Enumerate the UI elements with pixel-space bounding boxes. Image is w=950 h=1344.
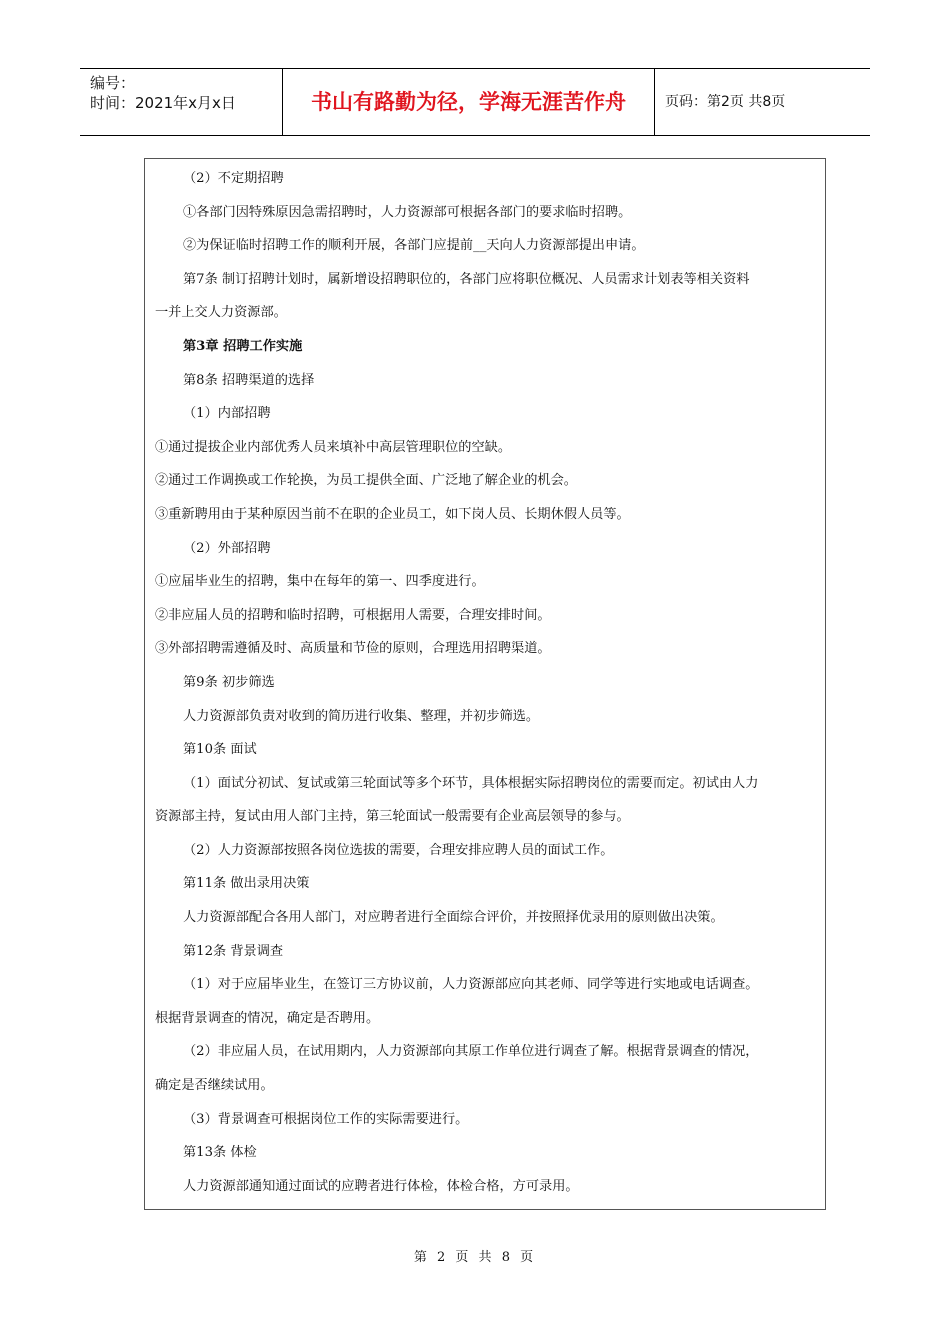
article-text: 人力资源部负责对收到的简历进行收集、整理，并初步筛选。 xyxy=(183,708,540,724)
article-text: （2）人力资源部按照各岗位选拔的需要，合理安排应聘人员的面试工作。 xyxy=(183,842,614,858)
article-text-continued: 确定是否继续试用。 xyxy=(155,1078,274,1094)
list-item: ③重新聘用由于某种原因当前不在职的企业员工，如下岗人员、长期休假人员等。 xyxy=(155,506,630,522)
article-text: （2）非应届人员，在试用期内，人力资源部向其原工作单位进行调查了解。根据背景调查的情况， xyxy=(183,1044,759,1060)
document-body xyxy=(144,158,826,1210)
article-heading: 第11条 做出录用决策 xyxy=(183,876,310,892)
chapter-heading: 第3章 招聘工作实施 xyxy=(183,338,303,354)
article-text: 第7条 制订招聘计划时，属新增设招聘职位的，各部门应将职位概况、人员需求计划表等相关资料 xyxy=(183,271,750,287)
list-item: ③外部招聘需遵循及时、高质量和节俭的原则，合理选用招聘渠道。 xyxy=(155,641,551,657)
article-text-continued: 根据背景调查的情况，确定是否聘用。 xyxy=(155,1010,380,1026)
article-text: 人力资源部通知通过面试的应聘者进行体检，体检合格，方可录用。 xyxy=(183,1178,579,1194)
list-item: ②通过工作调换或工作轮换，为员工提供全面、广泛地了解企业的机会。 xyxy=(155,473,577,489)
document-number-label: 编号： xyxy=(90,74,136,92)
list-item: ②非应届人员的招聘和临时招聘，可根据用人需要，合理安排时间。 xyxy=(155,607,551,623)
article-heading: 第10条 面试 xyxy=(183,742,257,758)
article-heading: 第13条 体检 xyxy=(183,1145,257,1161)
section-heading: （2）外部招聘 xyxy=(183,540,271,556)
article-text: （3）背景调查可根据岗位工作的实际需要进行。 xyxy=(183,1111,469,1127)
list-item: ①通过提拔企业内部优秀人员来填补中高层管理职位的空缺。 xyxy=(155,439,512,455)
article-text-continued: 资源部主持，复试由用人部门主持，第三轮面试一般需要有企业高层领导的参与。 xyxy=(155,809,630,825)
section-heading: （2）不定期招聘 xyxy=(183,171,284,186)
header-page-number: 页码：第2页 共8页 xyxy=(665,94,786,110)
list-item: ②为保证临时招聘工作的顺利开展，各部门应提前__天向人力资源部提出申请。 xyxy=(183,238,645,254)
article-text: 人力资源部配合各用人部门，对应聘者进行全面综合评价，并按照择优录用的原则做出决策。 xyxy=(183,910,724,926)
page-header xyxy=(80,68,870,136)
article-heading: 第9条 初步筛选 xyxy=(183,674,275,690)
article-heading: 第8条 招聘渠道的选择 xyxy=(183,372,315,388)
page-footer: 第 2 页 共 8 页 xyxy=(413,1250,537,1265)
list-item: ①应届毕业生的招聘，集中在每年的第一、四季度进行。 xyxy=(155,574,485,590)
article-text: （1）面试分初试、复试或第三轮面试等多个环节，具体根据实际招聘岗位的需要而定。初试由人力 xyxy=(183,775,759,791)
document-date-label: 时间：2021年x月x日 xyxy=(90,94,236,112)
header-meta xyxy=(80,69,283,135)
section-heading: （1）内部招聘 xyxy=(183,406,271,422)
article-text-continued: 一并上交人力资源部。 xyxy=(155,305,287,321)
list-item: ①各部门因特殊原因急需招聘时，人力资源部可根据各部门的要求临时招聘。 xyxy=(183,204,632,220)
header-motto: 书山有路勤为径，学海无涯苦作舟 xyxy=(283,69,655,135)
article-text: （1）对于应届毕业生，在签订三方协议前，人力资源部应向其老师、同学等进行实地或电话调查。 xyxy=(183,977,759,993)
article-heading: 第12条 背景调查 xyxy=(183,943,284,959)
